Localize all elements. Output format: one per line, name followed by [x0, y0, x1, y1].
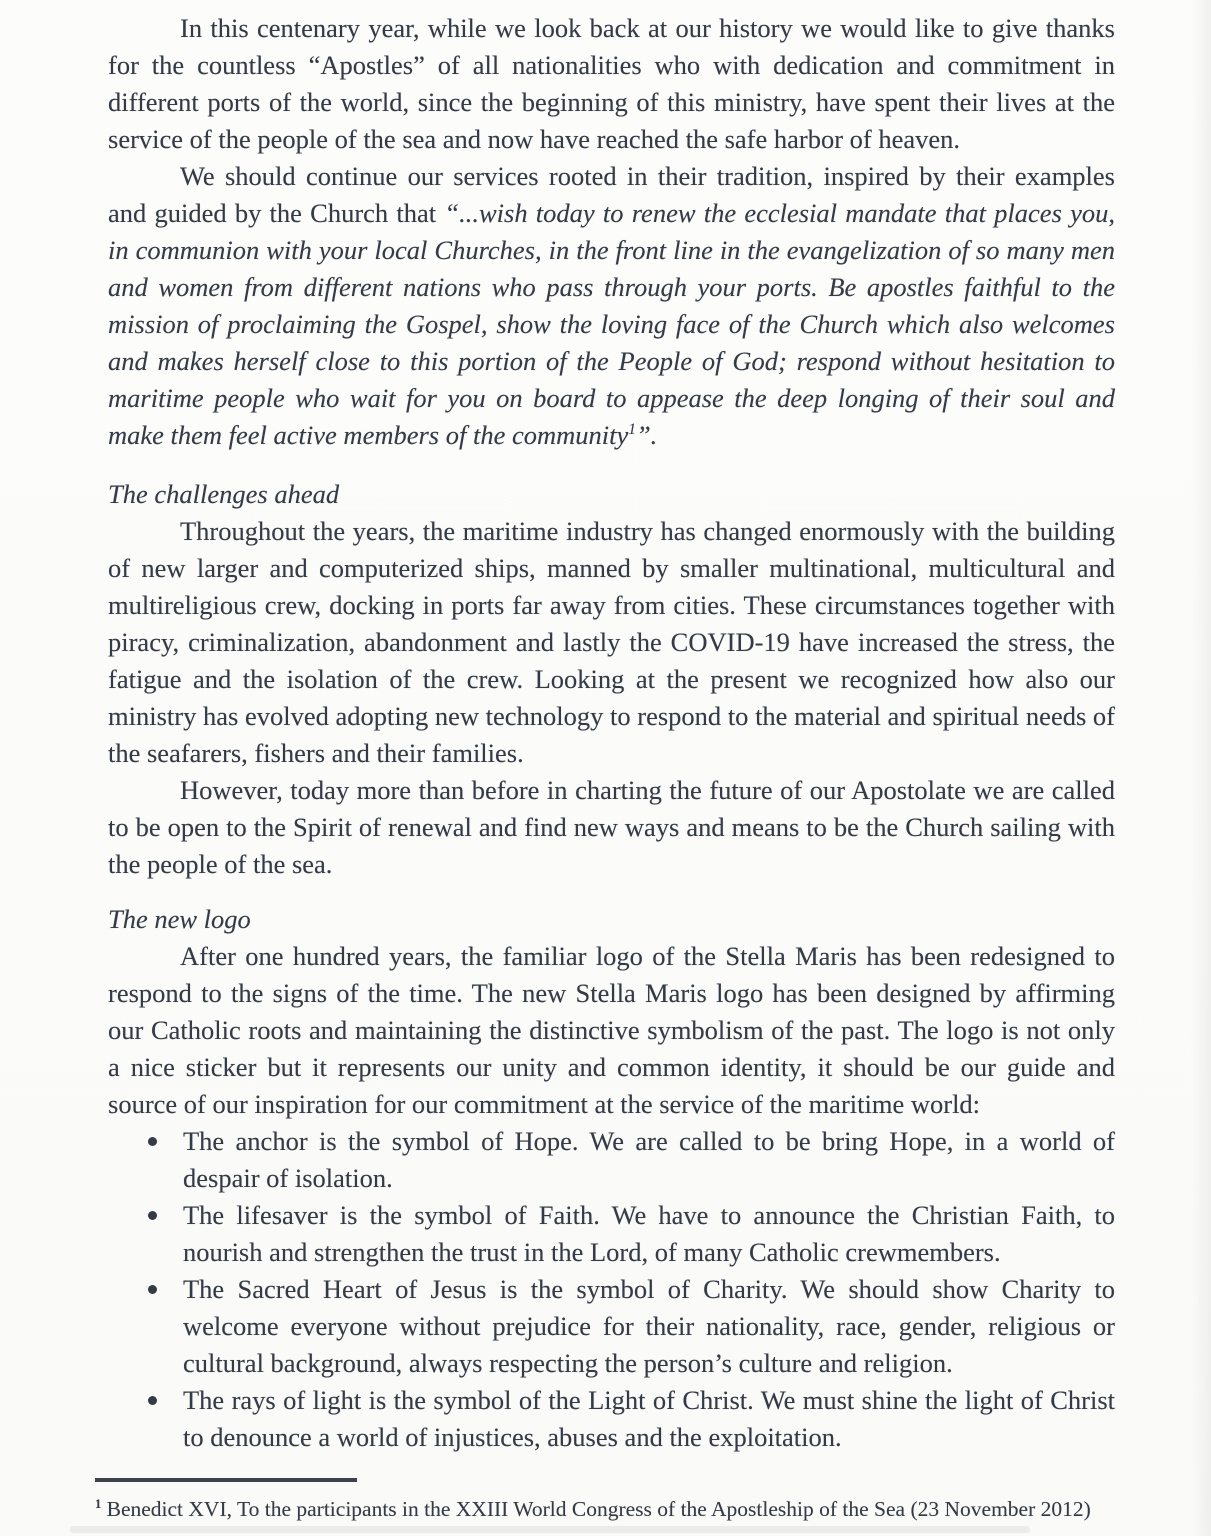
bullet-icon: [148, 1285, 157, 1294]
footnote-reference-marker: 1: [628, 421, 636, 439]
paragraph-maritime-industry: [108, 513, 1115, 772]
scan-artifact-bottom: [70, 1526, 1030, 1533]
paragraph-text: We should continue our services rooted in their tradition, inspired by their examples and guided by the Church that: [108, 161, 1115, 228]
paragraph-text: In this centenary year, while we look back at our history we would like to give thanks for the countless “Apostles” of all nationalities who with dedication and commitment in different ports of the world, since the beginning of this ministry, have spent their lives at the service of the people of the sea and now have reached the safe harbor of heaven.: [108, 13, 1115, 154]
list-item-anchor-hope: [183, 1123, 1115, 1197]
quote-closing: ”.: [635, 420, 658, 450]
list-item-text: The anchor is the symbol of Hope. We are called to be bring Hope, in a world of despair of isolation.: [183, 1126, 1115, 1193]
list-item-text: The Sacred Heart of Jesus is the symbol of Charity. We should show Charity to welcome everyone without prejudice for their nationality, race, gender, religious or cultural background, always respecting the person’s culture and religion.: [183, 1274, 1115, 1378]
footnote-number: 1: [95, 1496, 102, 1511]
footnote-text: Benedict XVI, To the participants in the XXIII World Congress of the Apostleship of the Sea (23 November 2012): [101, 1497, 1091, 1521]
footnote-separator-rule: [95, 1478, 357, 1482]
list-item-text: The lifesaver is the symbol of Faith. We have to announce the Christian Faith, to nourish and strengthen the trust in the Lord, of many Catholic crewmembers.: [183, 1200, 1115, 1267]
list-item-rays-light-christ: [183, 1382, 1115, 1456]
list-item-lifesaver-faith: [183, 1197, 1115, 1271]
logo-symbols-list: [108, 1123, 1115, 1456]
bullet-icon: [148, 1137, 157, 1146]
paragraph-text: However, today more than before in charting the future of our Apostolate we are called to be open to the Spirit of renewal and find new ways and means to be the Church sailing with the people of the sea.: [108, 775, 1115, 879]
paragraph-new-logo: [108, 938, 1115, 1123]
section-heading-new-logo: The new logo: [108, 904, 251, 934]
quote-text: “...wish today to renew the ecclesial mandate that places you, in communion with your local Churches, in the front line in the evangelization of so many men and women from different nations who pass through your ports. Be apostles faithful to the mission of proclaiming the Gospel, show the loving face of the Church which also welcomes and makes herself close to this portion of the People of God; respond without hesitation to maritime people who wait for you on board to appease the deep longing of their soul and make them feel active members of the community: [108, 198, 1115, 450]
list-item-text: The rays of light is the symbol of the Light of Christ. We must shine the light of Christ to denounce a world of injustices, abuses and the exploitation.: [183, 1385, 1115, 1452]
paragraph-text: Throughout the years, the maritime industry has changed enormously with the building of new larger and computerized ships, manned by smaller multinational, multicultural and multireligious crew, docking in ports far away from cities. These circumstances together with piracy, criminalization, abandonment and lastly the COVID-19 have increased the stress, the fatigue and the isolation of the crew. Looking at the present we recognized how also our ministry has evolved adopting new technology to respond to the material and spiritual needs of the seafarers, fishers and their families.: [108, 516, 1115, 768]
scan-artifact-right-edge: [1191, 0, 1211, 1536]
bullet-icon: [148, 1211, 157, 1220]
bullet-icon: [148, 1396, 157, 1405]
paragraph-apostolate-future: [108, 772, 1115, 883]
footnote-section: [95, 1478, 1115, 1522]
paragraph-ecclesial-mandate: [108, 158, 1115, 454]
list-item-sacred-heart-charity: [183, 1271, 1115, 1382]
paragraph-centenary-thanks: [108, 10, 1115, 158]
document-body: [95, 10, 1115, 1522]
paragraph-text: After one hundred years, the familiar logo of the Stella Maris has been redesigned to respond to the signs of the time. The new Stella Maris logo has been designed by affirming our Catholic roots and maintaining the distinctive symbolism of the past. The logo is not only a nice sticker but it represents our unity and common identity, it should be our guide and source of our inspiration for our commitment at the service of the maritime world:: [108, 941, 1115, 1119]
footnote: [95, 1496, 1115, 1522]
section-heading-challenges: The challenges ahead: [108, 479, 340, 509]
